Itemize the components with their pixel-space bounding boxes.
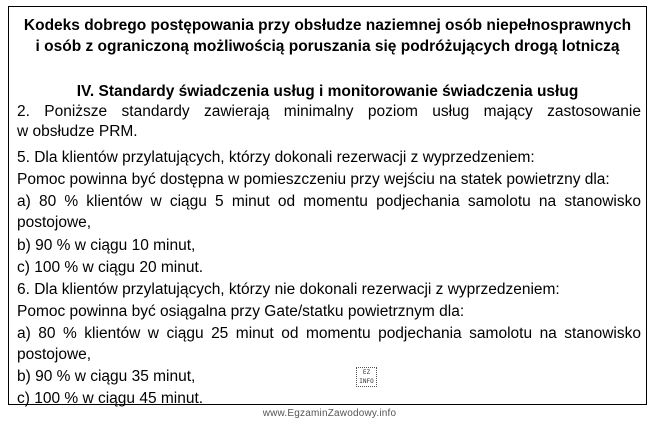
heading-line-1: Kodeks dobrego postępowania przy obsłudze naziemnej osób niepełnosprawnych <box>23 17 632 34</box>
paragraph-5-item-a-line-2: postojowe, <box>17 214 92 231</box>
paragraph-2-line-1: 2. Poniższe standardy zawierają minimalny poziom usług mający zastosowanie <box>17 103 641 120</box>
paragraph-5-intro: Pomoc powinna być dostępna w pomieszczeniu przy wejściu na statek powietrzny dla: <box>17 171 610 188</box>
paragraph-6-item-a-line-1: a) 80 % klientów w ciągu 25 minut od momentu podjechania samolotu na stanowisko <box>17 325 641 342</box>
paragraph-6-intro: Pomoc powinna być osiągalna przy Gate/statku powietrznym dla: <box>17 303 465 320</box>
paragraph-5-item-a-line-1: a) 80 % klientów w ciągu 5 minut od momentu podjechania samolotu na stanowisko <box>17 193 641 210</box>
document-frame <box>8 6 647 405</box>
logo-bottom-text: INFO <box>359 378 374 385</box>
paragraph-6-item-b: b) 90 % w ciągu 35 minut, <box>17 368 196 385</box>
paragraph-5-title: 5. Dla klientów przylatujących, którzy dokonali rezerwacji z wyprzedzeniem: <box>17 149 535 166</box>
logo-top-text: EZ <box>362 369 371 376</box>
paragraph-5-item-b: b) 90 % w ciągu 10 minut, <box>17 237 196 254</box>
heading-line-2: i osób z ograniczoną możliwością poruszania się podróżujących drogą lotniczą <box>35 38 620 55</box>
section-title: IV. Standardy świadczenia usług i monitorowanie świadczenia usług <box>76 83 579 100</box>
paragraph-2-line-2: w obsłudze PRM. <box>17 123 138 140</box>
paragraph-6-title: 6. Dla klientów przylatujących, którzy nie dokonali rezerwacji z wyprzedzeniem: <box>17 281 560 298</box>
paragraph-6-item-c: c) 100 % w ciągu 45 minut. <box>17 390 204 407</box>
paragraph-5-item-c: c) 100 % w ciągu 20 minut. <box>17 259 204 276</box>
watermark-link[interactable]: www.EgzaminZawodowy.info <box>262 408 397 419</box>
ez-info-logo-icon <box>356 367 377 387</box>
paragraph-6-item-a-line-2: postojowe, <box>17 346 92 363</box>
